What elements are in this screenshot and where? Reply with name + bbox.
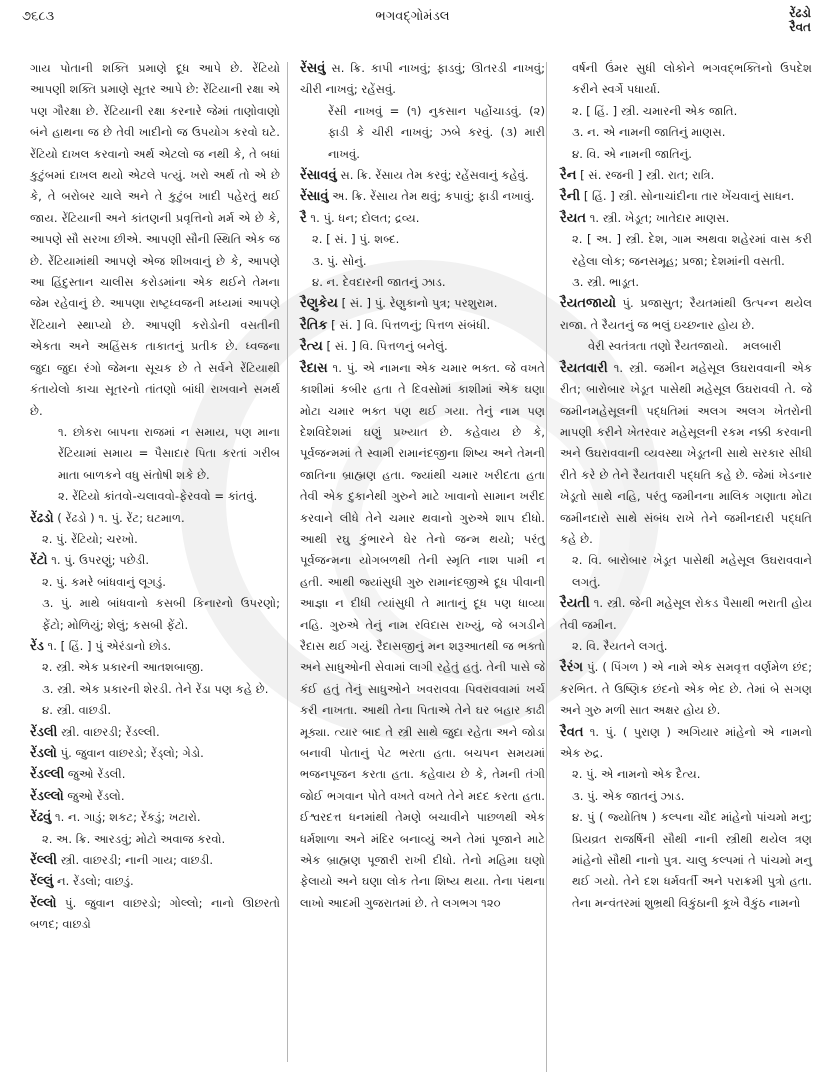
- headword: રેંલ્લી: [30, 853, 58, 869]
- sub-sense: ૪. પું ( જ્યોતિષ ) કલ્પના ચૌદ માંહેનો પાંચમો મનુ; પ્રિયવ્રત રાજર્ષિની સૌથી નાની સ્ત્રીથી થયેલ ત્રણ માંહેનો સૌથી નાનો પુત્ર. ચાલુ કલ્પમાં તે પાંચમો મનુ થઈ ગયો. તેને દશ ધર્મવર્તી અને પરાક્રમી પુત્રો હતા. તેના મન્વંતરમાં શુભ્રથી વિકુંઠાની કૂખે વૈકુંઠ નામનો: [572, 810, 812, 910]
- sub-sense: ૪. વિ. એ નામની જાતિનું.: [572, 146, 692, 161]
- page-number: ૭૬૮૩: [22, 9, 55, 24]
- dictionary-entry: [300, 358, 545, 915]
- definition: સ્ત્રી. વાછરડી; રેંડલ્લી.: [61, 724, 160, 739]
- definition: [ હિં. ] સ્ત્રી. સોનાચાંદીના તાર ખેંચવાનું સાધન.: [583, 189, 795, 204]
- citation-text: વેરી સ્વતંત્રતા તણો રૈયતજાયો.: [588, 339, 729, 354]
- headword: રેંસવું: [300, 61, 326, 76]
- continuation-text: વર્ષની ઉંમર સુધી લોકોને ભગવદ્ભક્તિનો ઉપદેશ કરીને સ્વર્ગે પધાર્યા.: [572, 61, 812, 97]
- headword: રેંટો: [30, 553, 48, 569]
- headword: રૈણુકેય: [300, 296, 338, 312]
- definition: ન. રેંડલો; વાછડું.: [57, 874, 134, 889]
- definition: [ સં. ] વિ. પિત્તળનું બનેલું.: [326, 339, 448, 354]
- column-divider-2: [546, 62, 547, 1072]
- definition: જુઓ રેંડલી.: [67, 767, 126, 782]
- definition: ૧. સ્ત્રી. જમીન મહેસૂલ ઉઘરાવવાની એક રીત; બારોબાર ખેડૂત પાસેથી મહેસૂલ ઉઘરાવવી તે. જે જમીનમહેસૂલની પદ્ધતિમાં અલગ અલગ ખેતરોની માપણી કરીને ખેતરવાર મહેસૂલની રકમ નક્કી કરવાની અને ઉઘરાવવાની વ્યવસ્થા ખેડૂતની સાથે સરકાર સીધી રીતે કરે છે તેને રૈયતવારી પદ્ધતિ કહે છે. જેમાં ખેડનાર ખેડૂતો સાથે નહિ, પરંતુ જમીનના માલિક ગણાતા મોટા જમીનદારો સાથે સંબંધ રાખે તેને જમીનદારી પદ્ધતિ કહે છે.: [560, 360, 812, 546]
- dictionary-entry: [560, 358, 812, 551]
- dictionary-entry: [560, 186, 812, 207]
- dictionary-entry: [30, 722, 280, 743]
- dictionary-entry: [560, 593, 812, 636]
- headword: રેંસાવવું: [300, 168, 337, 184]
- sub-sense: ૩. પું. એક જાતનું ઝાડ.: [572, 788, 685, 803]
- dictionary-entry: [560, 165, 812, 186]
- dictionary-entry: [30, 871, 280, 892]
- sub-sense: ૩. સ્ત્રી. એક પ્રકારની શેરડી. તેને રેંડા પણ કહે છે.: [42, 681, 269, 696]
- definition: જુઓ રેંડલો.: [67, 788, 125, 803]
- sub-sense: ૨. [ અ. ] સ્ત્રી. દેશ, ગામ અથવા શહેરમાં વાસ કરી રહેલા લોક; જનસમૂહ; પ્રજા; દેશમાંની વસતી.: [572, 232, 812, 268]
- proverb: ૨. રેંટિયો કાંતવો-ચલાવવો-ફેરવવો = કાંતવું.: [58, 489, 258, 504]
- continuation-paragraph: ગાય પોતાની શક્તિ પ્રમાણે દૂધ આપે છે. રેંટિયો આપણી શક્તિ પ્રમાણે સૂતર આપે છે: રેંટિયાની રક્ષા એ પણ ગૌરક્ષા છે. રેંટિયાની રક્ષા કરનારે જેમાં તાણોવાણો બંને હાથના જ છે તેવી ખાદીનો જ ઉપયોગ કરવો ઘટે. રેંટિયો દાખલ કરવાનો અર્થ એટલો જ નથી કે, તે બધાં કુટુંબમાં દાખલ થયો એટલે પત્યું. ખરો અર્થ તો એ છે કે, તે બરોબર ચાલે અને તે કુટુંબ ખાદી પહેરતું થઈ જાય. રેંટિયાની અને કાંતણની પ્રવૃત્તિનો મર્મ એ છે કે, આપણે સૌ સરખા છીએ. આપણી સૌની સ્થિતિ એક જ છે. રેંટિયામાંથી આપણે એજ શીખવાનું છે કે, આપણે આ હિંદુસ્તાન ચાલીસ કરોડમાંના એક થઈને તેમના જેમ રહેવાનું છે. આપણા રાષ્ટ્રધ્વજની મધ્યમાં આપણે રેંટિયાને સ્થાપ્યો છે. આપણી કરોડોની વસતીની એકતા અને અહિંસક તાકાતનું પ્રતીક છે. ધ્વજના જુદા જુદા રંગો જેમના સૂચક છે તે સર્વને રેંટિયાથી કંતાયેલો કાચા સૂતરનો તાંતણો બાંધી રાખવાને સમર્થ છે.: [30, 61, 280, 418]
- sub-sense: ૨. અ. ક્રિ. આરડવું; મોટો અવાજ કરવો.: [42, 831, 226, 846]
- idiom: રેંસી નાખવું = (૧) નુકસાન પહોંચાડવું. (૨) ફાડી કે ચીરી નાખવું; ઝબે કરવું. (૩) મારી નાખવું.: [328, 103, 545, 161]
- column-left: [30, 58, 280, 936]
- sub-sense: ૩. ન. એ નામની જાતિનું માણસ.: [572, 125, 726, 140]
- dictionary-entry: [300, 165, 545, 186]
- definition: ૧. સ્ત્રી. ખેડૂત; ખાતેદાર માણસ.: [589, 210, 730, 225]
- definition: ૧. સ્ત્રી. જેની મહેસૂલ રોકડ પૈસાથી ભરાતી હોય તેવી જમીન.: [560, 596, 812, 632]
- headword: રૈ: [300, 210, 307, 226]
- headword: રૈયતજાયો: [560, 296, 616, 312]
- headword: રેંડલી: [30, 724, 58, 740]
- guide-word-top: રેંઢડો: [789, 6, 811, 20]
- headword: રેંલ્લું: [30, 874, 54, 890]
- headword: રૈરંગ: [560, 660, 583, 676]
- dictionary-entry: [30, 764, 280, 785]
- definition: [ સં. ] વિ. પિત્તળનું; પિત્તળ સંબંધી.: [331, 317, 491, 332]
- dictionary-entry: [560, 208, 812, 229]
- sub-sense: ૨. પું. કમરે બાંધવાનું લૂગડું.: [42, 574, 166, 589]
- headword: રેંડલ્લી: [30, 767, 65, 783]
- dictionary-entry: [560, 722, 812, 765]
- sub-sense: ૨. પું. એ નામનો એક દૈત્ય.: [572, 767, 701, 782]
- guide-words: [789, 6, 811, 34]
- headword: રૈયતવારી: [560, 360, 608, 376]
- definition: ૧. પું. ઉપરણું; પછેડી.: [51, 553, 150, 568]
- headword: રેંડ: [30, 638, 44, 654]
- definition: સ. ક્રિ. કાપી નાખવું; ફાડવું; ઊતરડી નાખવું; ચીરી નાખવું; રહેંસવું.: [300, 61, 546, 97]
- definition: પું. ( પિંગળ ) એ નામે એક સમવૃત્ત વર્ણમેળ છંદ; કરભિત. તે ઉષ્ણિક છંદનો એક ભેદ છે. તેમાં બે સગણ અને ગુરુ મળી સાત અક્ષર હોય છે.: [560, 660, 812, 718]
- sub-sense: ૨. સ્ત્રી. એક પ્રકારની આતશબાજી.: [42, 660, 204, 675]
- headword: રેંસાવું: [300, 189, 329, 205]
- headword: રેંઢડો: [30, 510, 54, 526]
- headword: રેંડલો: [30, 746, 57, 761]
- headword: રૈત્ય: [300, 339, 323, 355]
- dictionary-entry: [30, 508, 280, 529]
- dictionary-entry: [30, 850, 280, 871]
- dictionary-entry: [300, 58, 545, 101]
- headword: રૈયતી: [560, 596, 590, 612]
- guide-word-bottom: રૈવત: [789, 20, 811, 34]
- sub-sense: ૨. પું. રેંટિયો; ચરખો.: [42, 531, 138, 546]
- headword: રેંલ્લો: [30, 895, 57, 911]
- headword: રૈયત: [560, 210, 586, 226]
- dictionary-entry: [560, 293, 812, 336]
- sub-sense: ૩. પું. માથે બાંધવાનો કસબી કિનારનો ઉપરણો; ફેંટો; મોળિયું; શેલું; કસબી ફેંટો.: [42, 596, 280, 632]
- dictionary-entry: [300, 336, 545, 357]
- dictionary-entry: [300, 315, 545, 336]
- definition: ૧. પું. ( પુરાણ ) અગિયાર માંહેનો એ નામનો એક રુદ્ર.: [560, 724, 812, 760]
- sub-sense: ૩. પું. સોનું.: [312, 253, 367, 268]
- definition: પું. જુવાન વાછરડો; ગોલ્લો; નાનો ઊછરતો બળદ; વાછડો: [30, 895, 281, 932]
- definition: સ્ત્રી. વાછરડી; નાની ગાય; વાછડી.: [60, 853, 214, 868]
- sub-sense: ૪. સ્ત્રી. વાછડી.: [42, 703, 112, 718]
- dictionary-entry: [30, 743, 280, 764]
- definition: [ સં. રજની ] સ્ત્રી. રાત; રાત્રિ.: [580, 168, 715, 183]
- dictionary-entry: [30, 550, 280, 571]
- dictionary-entry: [30, 636, 280, 657]
- dictionary-entry: [30, 807, 280, 828]
- sub-sense: ૪. ન. દેવદારની જાતનું ઝાડ.: [312, 275, 446, 290]
- definition: સ. ક્રિ. રેંસાય તેમ કરવું; રહેંસવાનું કહેવું.: [340, 168, 529, 183]
- sub-sense: ૨. વિ. બારોબાર ખેડૂત પાસેથી મહેસૂલ ઉઘરાવવાને લગતું.: [572, 553, 812, 589]
- headword: રૈન: [560, 168, 577, 184]
- dictionary-entry: [300, 293, 545, 314]
- headword: રેંઢવું: [30, 810, 52, 826]
- definition: ૧. પું. ધન; દોલત; દ્રવ્ય.: [310, 210, 420, 225]
- sub-sense: ૩. સ્ત્રી. ભાડૂત.: [572, 275, 640, 290]
- dictionary-entry: [30, 786, 280, 807]
- dictionary-entry: [30, 893, 280, 936]
- citation-source: મલબારી: [742, 339, 782, 354]
- definition: ૧. પું. એ નામના એક ચમાર ભક્ત. જે વખતે કાશીમાં કબીર હતા તે દિવસોમાં કાશીમાં એક ઘણા મોટા ચમાર ભક્ત પણ થઈ ગયા. તેનું નામ પણ દેશવિદેશમાં ઘણું પ્રખ્યાત છે. કહેવાય છે કે, પૂર્વજન્મમાં તે સ્વામી રામાનંદજીના શિષ્ય અને તેમની જાતિના બ્રાહ્મણ હતા. જ્યાંથી ચમાર ખરીદતા હતા તેવી એક દુકાનેથી ગુરુને માટે ખાવાનો સામાન ખરીદ કરવાને લીધે તેને ચમાર થવાનો ગુરુએ શાપ દીધો. આથી રઘુ કુંભારને ઘેર તેનો જન્મ થયો; પરંતુ પૂર્વજન્મના યોગબળથી તેની સ્મૃતિ નાશ પામી ન હતી. આથી જ્યાંસુધી ગુરુ રામાનંદજીએ દૂધ પીવાની આજ્ઞા ન દીધી ત્યાંસુધી તે માતાનું દૂધ પણ ધાવ્યા નહિ. ગુરુએ તેનું નામ રવિદાસ રાખ્યું, જે બગડીને રૈદાસ થઈ ગયું. રૈદાસજીનું મન શરૂઆતથી જ ભક્તો અને સાધુઓની સેવામાં લાગી રહેતું હતું. તેની પાસે જે કંઈ હતું તેનું સાધુઓને ખવરાવવા પિવરાવવામાં ખર્ચ કરી નાખતા. આથી તેના પિતાએ તેને ઘર બહાર કાઢી મૂક્યા. ત્યાર બાદ તે સ્ત્રી સાથે જુદા રહેતા અને જોડા બનાવી પોતાનું પેટ ભરતા હતા. બચપન સમયમાં ભજનપૂજન કરતા હતા. કહેવાય છે કે, તેમની તંગી જોઈ ભગવાન પોતે વખતે વખતે તેને મદદ કરતા હતા. ઈશ્વરદત્ત ધનમાંથી તેમણે બચાવીને પાછળથી એક ધર્મશાળા અને મંદિર બનાવ્યું અને તેમાં પૂજાને માટે એક બ્રાહ્મણ પૂજારી રાખી દીધો. તેનો મહિમા ઘણો ફેલાયો અને ઘણા લોક તેના શિષ્ય થયા. તેના પંથના લાખો આદમી ગુજરાતમાં છે. તે લગભગ ૧૨૦: [300, 360, 545, 910]
- column-divider-1: [287, 62, 288, 1062]
- definition: ૧. [ હિં. ] પું એરંડાનો છોડ.: [47, 638, 172, 653]
- page-header: [0, 0, 825, 58]
- headword: રેંડલ્લો: [30, 788, 64, 804]
- dictionary-entry: [300, 208, 545, 229]
- dictionary-entry: [560, 657, 812, 721]
- dictionary-entry: [300, 186, 545, 207]
- headword: રૈતિક: [300, 317, 328, 333]
- column-middle: [300, 58, 545, 914]
- sub-sense: ૨. [ હિં. ] સ્ત્રી. ચમારની એક જાતિ.: [572, 103, 738, 118]
- definition: ( રેંઢડો ) ૧. પું. રેંટ; ઘટમાળ.: [57, 510, 185, 525]
- definition: [ સં. ] પું. રેણુકાનો પુત્ર; પરશુરામ.: [341, 296, 498, 311]
- definition: ૧. ન. ગાડું; શકટ; રેંકડું; ખટારો.: [54, 810, 201, 825]
- citation: [560, 336, 812, 357]
- definition: અ. ક્રિ. રેંસાય તેમ થવું; કપાવું; ફાડી નખાવું.: [332, 189, 535, 204]
- proverb: ૧. છોકરા બાપના રાજમાં ન સમાય, પણ માના રેંટિયામાં સમાય = પૈસાદાર પિતા કરતાં ગરીબ માતા બાળકને વધુ સંતોષી શકે છે.: [58, 424, 280, 482]
- page-title: ભગવદ્ગોમંડલ: [375, 9, 450, 24]
- headword: રૈની: [560, 189, 581, 205]
- sub-sense: ૨. [ સં. ] પું. શબ્દ.: [312, 232, 400, 247]
- headword: રૈવત: [560, 724, 584, 740]
- definition: પું. પ્રજાસુત; રૈયતમાંથી ઉત્પન્ન થયેલ રાજા. તે રૈયતનું જ ભલું ઇચ્છનાર હોય છે.: [560, 296, 813, 332]
- sub-sense: ૨. વિ. રૈયતને લગતું.: [572, 638, 668, 653]
- definition: પું. જુવાન વાછરડો; રેંડ્લો; ગેડો.: [60, 746, 204, 760]
- headword: રૈદાસ: [300, 360, 328, 376]
- column-right: [560, 58, 812, 914]
